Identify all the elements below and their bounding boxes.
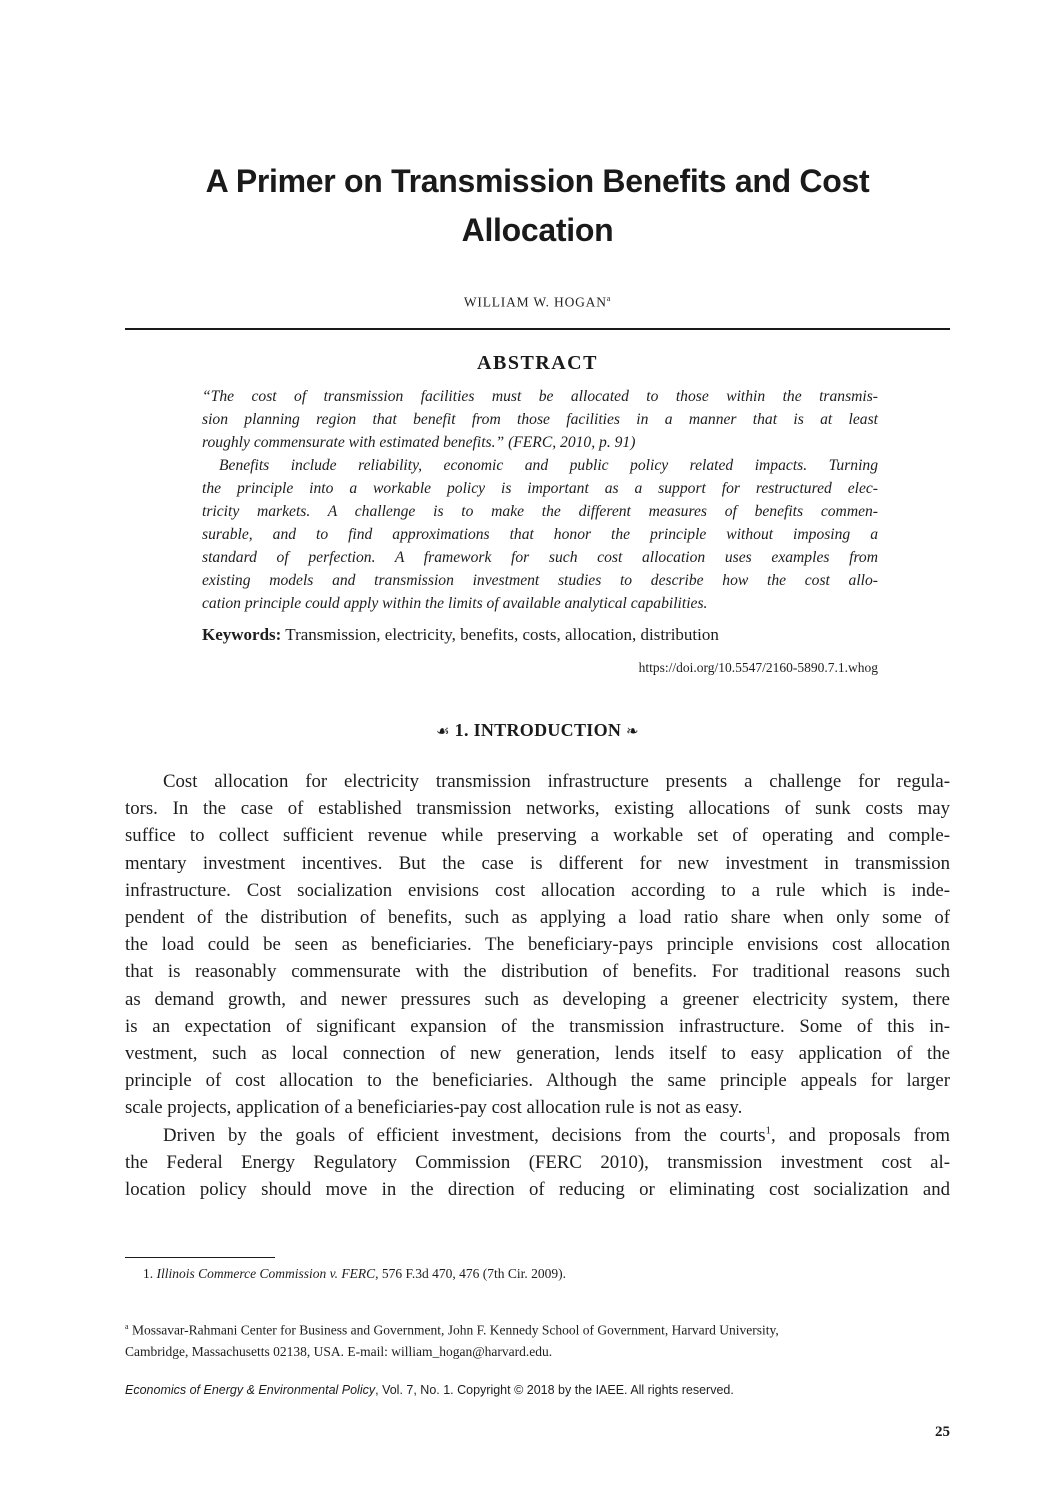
abstract-line: Benefits include reliability, economic and public policy related impacts. Turning (219, 457, 878, 474)
affiliation-text: Mossavar-Rahmani Center for Business and Government, John F. Kennedy School of Government, Harvard University, (131, 1322, 779, 1338)
keywords-label: Keywords: (202, 625, 282, 644)
keywords (202, 625, 878, 645)
affiliation-line: Cambridge, Massachusetts 02138, USA. E-mail: william_hogan@harvard.edu. (125, 1343, 553, 1359)
body-text (125, 768, 950, 1203)
ornament-left-icon: ☙ (436, 724, 450, 740)
abstract-line: cation principle could apply within the limits of available analytical capabilities. (202, 595, 708, 612)
body-line: that is reasonably commensurate with the distribution of benefits. For traditional reasons such (125, 961, 950, 983)
body-line: as demand growth, and newer pressures such as developing a greener electricity system, there (125, 988, 950, 1010)
abstract-line: tricity markets. A challenge is to make the different measures of benefits commen- (202, 503, 878, 520)
abstract-line: existing models and transmission investment studies to describe how the cost allo- (202, 572, 878, 589)
abstract-line: sion planning region that benefit from those facilities in a manner that is at least (202, 411, 878, 428)
footnote (143, 1266, 943, 1282)
body-text-run: , and proposals from (771, 1124, 950, 1146)
affiliation-marker: a (125, 1322, 129, 1331)
body-line: the load could be seen as beneficiaries. The beneficiary-pays principle envisions cost allocation (125, 934, 950, 956)
author-affiliation (125, 1316, 925, 1362)
body-line: scale projects, application of a beneficiaries-pay cost allocation rule is not as easy. (125, 1097, 743, 1119)
body-line: mentary investment incentives. But the case is different for new investment in transmission (125, 852, 950, 874)
title-line-1: A Primer on Transmission Benefits and Cost (205, 163, 870, 199)
body-line: principle of cost allocation to the beneficiaries. Although the same principle appeals for larger (125, 1070, 950, 1092)
ornament-right-icon: ❧ (626, 724, 639, 740)
journal-footer (125, 1383, 950, 1397)
paper-title (125, 157, 950, 255)
doi-link[interactable]: https://doi.org/10.5547/2160-5890.7.1.whog (638, 660, 878, 675)
body-text-run: Driven by the goals of efficient investment, decisions from the courts (163, 1124, 766, 1146)
author-name: WILLIAM W. HOGAN (463, 294, 607, 310)
abstract-line: the principle into a workable policy is important as a support for restructured elec- (202, 480, 878, 497)
section-heading (125, 720, 950, 741)
abstract-line: standard of perfection. A framework for such cost allocation uses examples from (202, 549, 878, 566)
abstract-line: “The cost of transmission facilities must be allocated to those within the transmis- (202, 388, 878, 405)
body-line: the Federal Energy Regulatory Commission (FERC 2010), transmission investment cost al- (125, 1151, 950, 1173)
author-marker: a (606, 294, 612, 303)
footnote-number: 1. (143, 1266, 154, 1281)
keywords-text: Transmission, electricity, benefits, costs, allocation, distribution (285, 625, 719, 644)
page-number: 25 (935, 1424, 950, 1440)
body-line: tors. In the case of established transmission networks, existing allocations of sunk costs may (125, 798, 950, 820)
footnote-case: Illinois Commerce Commission v. FERC (156, 1266, 376, 1281)
abstract-line: surable, and to find approximations that honor the principle without imposing a (202, 526, 878, 543)
title-line-2: Allocation (461, 212, 614, 248)
body-line: infrastructure. Cost socialization envisions cost allocation according to a rule which is inde- (125, 879, 950, 901)
footnote-citation: , 576 F.3d 470, 476 (7th Cir. 2009). (375, 1266, 567, 1281)
footnote-rule (125, 1257, 275, 1258)
body-line: is an expectation of significant expansion of the transmission infrastructure. Some of this in- (125, 1015, 950, 1037)
section-title: 1. INTRODUCTION (454, 720, 622, 740)
footnote-ref[interactable]: 1 (765, 1124, 772, 1137)
abstract-text (202, 385, 878, 615)
body-line (125, 1122, 950, 1149)
abstract-line: roughly commensurate with estimated benefits.” (FERC, 2010, p. 91) (202, 434, 636, 451)
body-line: vestment, such as local connection of new generation, lends itself to easy application of the (125, 1043, 950, 1065)
journal-name: Economics of Energy & Environmental Policy (125, 1383, 376, 1397)
affiliation-line (125, 1316, 925, 1341)
abstract-heading: ABSTRACT (477, 352, 598, 374)
journal-details: , Vol. 7, No. 1. Copyright © 2018 by the IAEE. All rights reserved. (375, 1383, 734, 1397)
body-line: pendent of the distribution of benefits, such as applying a load ratio share when only some of (125, 907, 950, 929)
body-line: location policy should move in the direction of reducing or eliminating cost socialization and (125, 1179, 950, 1201)
body-line: Cost allocation for electricity transmission infrastructure presents a challenge for regula- (163, 771, 950, 792)
header-rule (125, 328, 950, 330)
body-line: suffice to collect sufficient revenue while preserving a workable set of operating and comple- (125, 825, 950, 847)
author-byline (125, 294, 950, 311)
